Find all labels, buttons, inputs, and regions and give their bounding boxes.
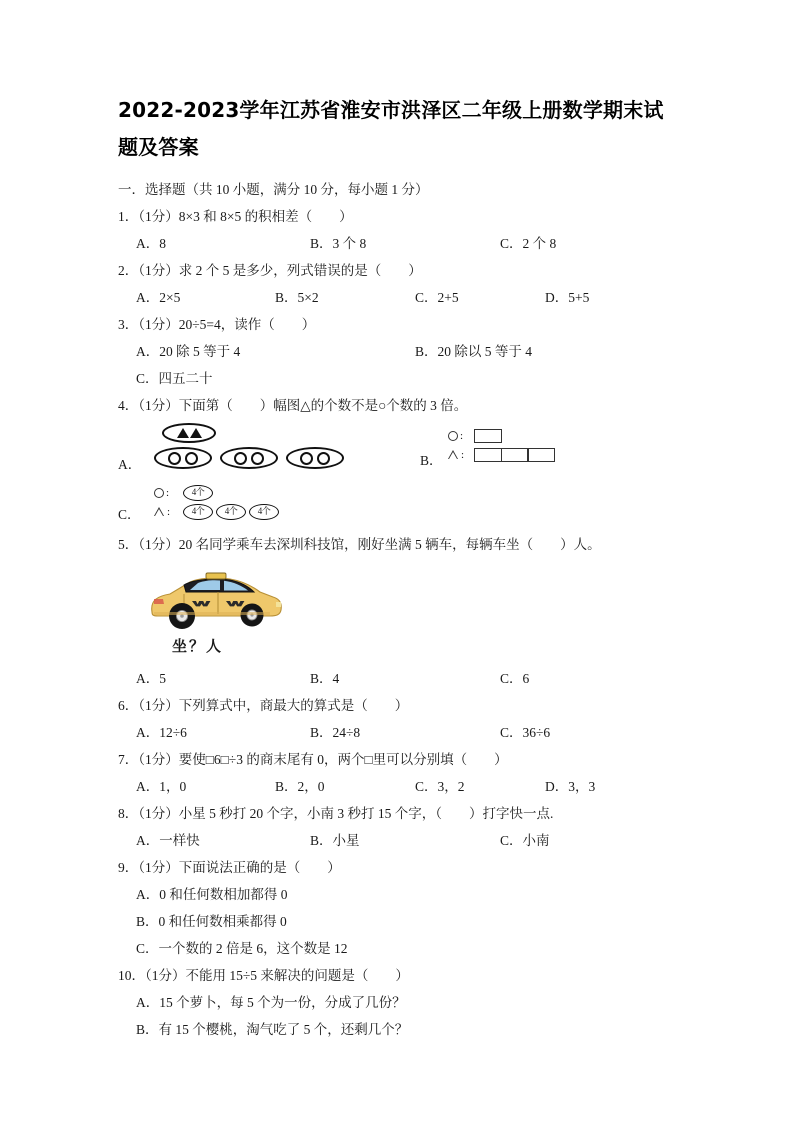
option-row (118, 827, 690, 854)
option-b[interactable]: B．5×2 (275, 290, 319, 305)
question-9 (118, 854, 690, 962)
option-b-diagram[interactable] (448, 427, 555, 465)
circle-group-oval (286, 447, 344, 469)
bar-cell (501, 448, 529, 462)
triangle-bar-line (448, 446, 555, 463)
count-pill: 4个 (183, 485, 213, 501)
taxi-icon (140, 564, 286, 636)
circle-icon (251, 452, 264, 465)
option-b[interactable]: B．4 (310, 671, 340, 686)
bar-cell (474, 429, 502, 443)
question-5 (118, 531, 690, 692)
option-row (118, 665, 690, 692)
page-title: 2022-2023学年江苏省淮安市洪泽区二年级上册数学期末试题及答案 (118, 98, 664, 159)
page-content (118, 92, 690, 1043)
colon: : (166, 486, 170, 499)
option-row (118, 284, 690, 311)
circle-icon (168, 452, 181, 465)
triangle-key (154, 506, 180, 518)
circle-group-oval (154, 447, 212, 469)
option-c[interactable]: C．一个数的 2 倍是 6，这个数是 12 (136, 941, 348, 956)
option-a[interactable]: A．5 (136, 671, 166, 686)
question-stem: 10．（1分）不能用 15÷5 来解决的问题是（ ） (118, 968, 409, 983)
question-stem: 2．（1分）求 2 个 5 是多少，列式错误的是（ ） (118, 263, 422, 278)
option-a[interactable]: A．一样快 (136, 833, 200, 848)
circle-group-row (154, 447, 344, 469)
circle-icon (185, 452, 198, 465)
option-row (118, 935, 690, 962)
option-b[interactable]: B．0 和任何数相乘都得 0 (136, 914, 287, 929)
count-pill: 4个 (249, 504, 279, 520)
question-4 (118, 392, 690, 531)
colon: : (461, 448, 465, 461)
question-8 (118, 800, 690, 854)
option-row (118, 365, 690, 392)
option-a[interactable]: A．15 个萝卜，每 5 个为一份，分成了几份？ (136, 995, 406, 1010)
option-row (118, 719, 690, 746)
option-b[interactable]: B．20 除以 5 等于 4 (415, 344, 533, 359)
option-c[interactable]: C．6 (500, 671, 530, 686)
triangle-pill-line (154, 502, 279, 521)
option-row (118, 338, 690, 365)
question-7 (118, 746, 690, 800)
option-row (118, 881, 690, 908)
option-d[interactable]: D．5+5 (545, 290, 590, 305)
question-5-figure (118, 562, 690, 665)
option-a-diagram[interactable] (154, 423, 344, 469)
circle-pill-line (154, 483, 279, 502)
option-row (118, 230, 690, 257)
circle-key (448, 430, 474, 442)
option-a[interactable]: A．1，0 (136, 779, 187, 794)
circle-icon (234, 452, 247, 465)
triangle-icon (190, 428, 202, 438)
triangle-icon (177, 428, 189, 438)
question-stem: 3．（1分）20÷5=4，读作（ ） (118, 317, 316, 332)
circle-icon (300, 452, 313, 465)
triangle-group-oval (162, 423, 216, 443)
option-c[interactable]: C．四五二十 (136, 371, 213, 386)
option-a[interactable]: A．8 (136, 236, 166, 251)
option-b[interactable]: B．小星 (310, 833, 360, 848)
question-6 (118, 692, 690, 746)
option-c[interactable]: C．36÷6 (500, 725, 551, 740)
option-a[interactable]: A．0 和任何数相加都得 0 (136, 887, 288, 902)
option-row (118, 773, 690, 800)
yellow-taxi-illustration (140, 564, 286, 636)
option-b[interactable]: B．2，0 (275, 779, 325, 794)
circle-bar-cells (474, 429, 502, 443)
option-row (118, 1016, 690, 1043)
colon: : (167, 505, 171, 518)
count-pill: 4个 (183, 504, 213, 520)
question-stem: 4．（1分）下面第（ ）幅图△的个数不是○个数的 3 倍。 (118, 398, 468, 413)
question-stem: 9．（1分）下面说法正确的是（ ） (118, 860, 341, 875)
triangle-icon (154, 507, 165, 517)
bar-cell (527, 448, 555, 462)
count-pill: 4个 (216, 504, 246, 520)
option-a-label[interactable]: A． (118, 457, 142, 472)
question-stem: 6．（1分）下列算式中，商最大的算式是（ ） (118, 698, 409, 713)
option-b[interactable]: B．24÷8 (310, 725, 361, 740)
option-c-label[interactable]: C． (118, 507, 141, 522)
bar-cell (474, 448, 502, 462)
question-10 (118, 962, 690, 1043)
circle-group-oval (220, 447, 278, 469)
circle-bar-line (448, 427, 555, 444)
triangle-key (448, 449, 474, 461)
option-c[interactable]: C．2+5 (415, 290, 459, 305)
question-3 (118, 311, 690, 392)
question-stem: 8．（1分）小星 5 秒打 20 个字，小南 3 秒打 15 个字，（ ）打字快一点. (118, 806, 554, 821)
figure-caption: 坐？人 (172, 637, 224, 655)
option-row (118, 908, 690, 935)
question-stem: 1．（1分）8×3 和 8×5 的积相差（ ） (118, 209, 353, 224)
option-a[interactable]: A．20 除 5 等于 4 (136, 344, 241, 359)
option-c[interactable]: C．2 个 8 (500, 236, 557, 251)
circle-icon (448, 431, 458, 441)
option-b[interactable]: B．有 15 个樱桃，淘气吃了 5 个，还剩几个？ (136, 1022, 409, 1037)
section-header-choice: 一．选择题（共 10 小题，满分 10 分，每小题 1 分） (118, 182, 429, 197)
option-row (118, 989, 690, 1016)
circle-key (154, 487, 180, 499)
question-4-figure (118, 421, 690, 531)
question-2 (118, 257, 690, 311)
question-stem: 5．（1分）20 名同学乘车去深圳科技馆，刚好坐满 5 辆车，每辆车坐（ ）人。 (118, 537, 601, 552)
option-c[interactable]: C．3，2 (415, 779, 465, 794)
circle-icon (317, 452, 330, 465)
option-b-label[interactable]: B． (420, 453, 443, 468)
triangle-icon (448, 450, 459, 460)
triangle-bar-cells (474, 448, 555, 462)
option-c[interactable]: C．小南 (500, 833, 550, 848)
option-d[interactable]: D．3，3 (545, 779, 596, 794)
question-1 (118, 203, 690, 257)
circle-icon (154, 488, 164, 498)
option-b[interactable]: B．3 个 8 (310, 236, 367, 251)
question-stem: 7．（1分）要使□6□÷3 的商末尾有 0，两个□里可以分别填（ ） (118, 752, 508, 767)
colon: : (460, 429, 464, 442)
option-a[interactable]: A．12÷6 (136, 725, 187, 740)
option-c-diagram[interactable] (154, 483, 279, 521)
option-a[interactable]: A．2×5 (136, 290, 181, 305)
